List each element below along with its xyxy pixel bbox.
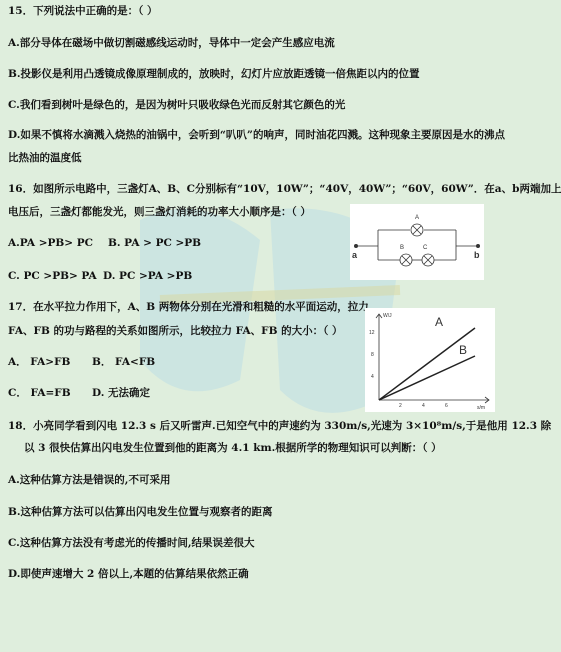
x-axis-label: s/m — [477, 405, 486, 411]
line-a — [379, 328, 475, 400]
x-tick-4: 4 — [422, 403, 425, 409]
work-distance-graph — [365, 308, 495, 412]
q17-stem-line1: 17．在水平拉力作用下，A、B 两物体分别在光滑和粗糙的水平面运动，拉力 — [8, 301, 369, 313]
q16-stem-line1: 16．如图所示电路中，三盏灯A、B、C分别标有“10V，10W”；“40V，40W”；“60V，60W”．在a、b两端加上 — [8, 183, 561, 195]
lamp-c-label: C — [423, 245, 428, 251]
y-axis-label: W/J — [383, 313, 392, 319]
q18-stem-line1: 18．小亮同学看到闪电 12.3 s 后又听雷声.已知空气中的声速约为 330m/s,光速为 3×10⁸m/s,于是他用 12.3 除 — [8, 420, 552, 432]
q16-option-c: C. PC >PB> PA — [8, 270, 97, 282]
q18-stem-line2: 以 3 很快估算出闪电发生位置到他的距离为 4.1 km.根据所学的物理知识可以判断：（ ） — [24, 442, 442, 454]
y-tick-8: 8 — [371, 352, 374, 358]
x-tick-6: 6 — [445, 403, 448, 409]
terminal-b-label: b — [474, 250, 480, 260]
line-b — [379, 356, 475, 400]
x-tick-2: 2 — [399, 403, 402, 409]
q17-option-d: D. 无法确定 — [92, 387, 151, 399]
q16-option-a: A.PA >PB> PC — [8, 237, 94, 249]
q16-stem-line2: 电压后，三盏灯都能发光，则三盏灯消耗的功率大小顺序是：（ ） — [8, 206, 311, 218]
q15-option-b: B.投影仪是利用凸透镜成像原理制成的，放映时，幻灯片应放距透镜一倍焦距以内的位置 — [8, 68, 420, 80]
q16-option-d: D. PC >PA >PB — [103, 270, 193, 282]
line-b-label: B — [459, 343, 468, 357]
q18-option-d: D.即使声速增大 2 倍以上,本题的估算结果依然正确 — [8, 568, 249, 580]
q15-option-c: C.我们看到树叶是绿色的，是因为树叶只吸收绿色光而反射其它颜色的光 — [8, 99, 346, 111]
q15-option-d-line2: 比热油的温度低 — [8, 152, 82, 164]
q18-option-a: A.这种估算方法是错误的,不可采用 — [8, 474, 171, 486]
q18-option-b: B.这种估算方法可以估算出闪电发生位置与观察者的距离 — [8, 506, 273, 518]
q17-option-c: C． FA=FB — [8, 387, 71, 399]
lamp-a-label: A — [415, 215, 420, 221]
q15-option-a: A.部分导体在磁场中做切割磁感线运动时，导体中一定会产生感应电流 — [8, 37, 335, 49]
q18-option-c: C.这种估算方法没有考虑光的传播时间,结果误差很大 — [8, 537, 255, 549]
q15-option-d-line1: D.如果不慎将水滴溅入烧热的油锅中，会听到“叭叭”的响声，同时油花四溅。这种现象主要原因是水的沸点 — [8, 129, 505, 141]
line-a-label: A — [435, 315, 444, 329]
terminal-a-label: a — [352, 250, 358, 260]
y-tick-4: 4 — [371, 374, 374, 380]
circuit-diagram — [350, 204, 484, 280]
q17-stem-line2: FA、FB 的功与路程的关系如图所示，比较拉力 FA、FB 的大小：（ ） — [8, 325, 343, 337]
q15-stem: 15．下列说法中正确的是：（ ） — [8, 5, 158, 17]
q17-option-b: B． FA<FB — [92, 356, 156, 368]
q16-option-b: B. PA > PC >PB — [108, 237, 202, 249]
y-tick-12: 12 — [369, 330, 375, 336]
q17-option-a: A． FA>FB — [8, 356, 71, 368]
lamp-b-label: B — [400, 245, 405, 251]
